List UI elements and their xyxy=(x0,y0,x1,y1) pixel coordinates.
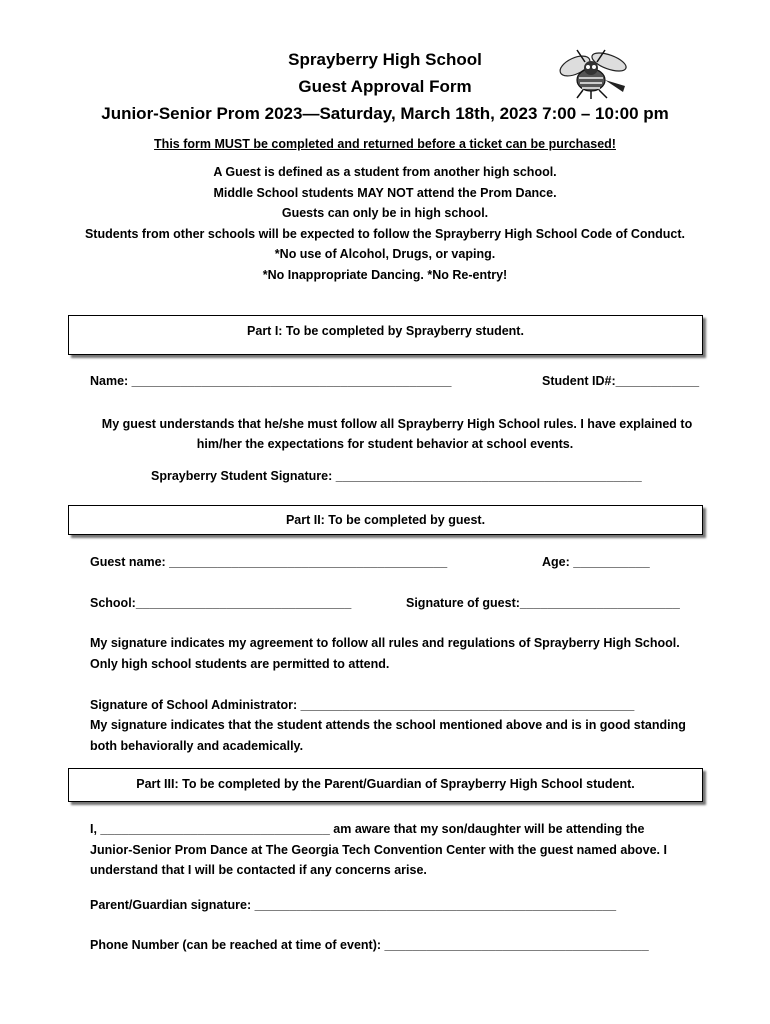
guest-agreement-line2: Only high school students are permitted to attend. xyxy=(90,657,390,671)
yellow-jacket-mascot-icon xyxy=(555,44,633,100)
event-line: Junior-Senior Prom 2023—Saturday, March 18th, 2023 7:00 – 10:00 pm xyxy=(101,104,669,123)
rule-line: *No Inappropriate Dancing. *No Re-entry! xyxy=(262,268,508,282)
admin-signature-field[interactable]: Signature of School Administrator: ________________________________________________ xyxy=(90,698,635,712)
parent-aware-line3: understand that I will be contacted if any concerns arise. xyxy=(90,863,427,877)
student-signature-field[interactable]: Sprayberry Student Signature: ____________________________________________ xyxy=(151,469,642,483)
student-statement-line1: My guest understands that he/she must follow all Sprayberry High School rules. I have explained to xyxy=(101,417,693,431)
admin-statement-line2: both behaviorally and academically. xyxy=(90,739,304,753)
parent-aware-line1[interactable]: I, _________________________________ am aware that my son/daughter will be attending the xyxy=(90,822,645,836)
student-name-field[interactable]: Name: ______________________________________________ xyxy=(90,374,452,388)
guest-name-field[interactable]: Guest name: ________________________________________ xyxy=(90,555,448,569)
part1-heading: Part I: To be completed by Sprayberry student. xyxy=(247,324,524,338)
admin-statement-line1: My signature indicates that the student attends the school mentioned above and is in good standing xyxy=(90,718,686,732)
student-id-field[interactable]: Student ID#:____________ xyxy=(542,374,700,388)
form-title: Guest Approval Form xyxy=(298,77,472,96)
rule-line: Guests can only be in high school. xyxy=(281,206,489,220)
part1-heading-box xyxy=(68,315,703,355)
rule-line: A Guest is defined as a student from another high school. xyxy=(213,165,557,179)
part2-heading: Part II: To be completed by guest. xyxy=(285,513,486,527)
part3-heading: Part III: To be completed by the Parent/Guardian of Sprayberry High School student. xyxy=(136,777,635,791)
notice: This form MUST be completed and returned before a ticket can be purchased! xyxy=(154,137,616,151)
rule-line: Students from other schools will be expected to follow the Sprayberry High School Code of Conduct. xyxy=(84,227,686,241)
phone-number-field[interactable]: Phone Number (can be reached at time of event): ______________________________________ xyxy=(90,938,649,952)
rule-line: *No use of Alcohol, Drugs, or vaping. xyxy=(274,247,496,261)
parent-signature-field[interactable]: Parent/Guardian signature: ____________________________________________________ xyxy=(90,898,617,912)
guest-signature-field[interactable]: Signature of guest:_______________________ xyxy=(406,596,680,610)
guest-age-field[interactable]: Age: ___________ xyxy=(542,555,650,569)
parent-aware-line2: Junior-Senior Prom Dance at The Georgia Tech Convention Center with the guest named above. I xyxy=(90,843,667,857)
guest-school-field[interactable]: School:_______________________________ xyxy=(90,596,352,610)
school-name: Sprayberry High School xyxy=(288,50,482,69)
guest-agreement-line1: My signature indicates my agreement to follow all rules and regulations of Sprayberry High School. xyxy=(90,636,680,650)
rule-line: Middle School students MAY NOT attend the Prom Dance. xyxy=(213,186,557,200)
part3-heading-box xyxy=(68,768,703,802)
part2-heading-box xyxy=(68,505,703,535)
student-statement-line2: him/her the expectations for student behavior at school events. xyxy=(196,437,574,451)
